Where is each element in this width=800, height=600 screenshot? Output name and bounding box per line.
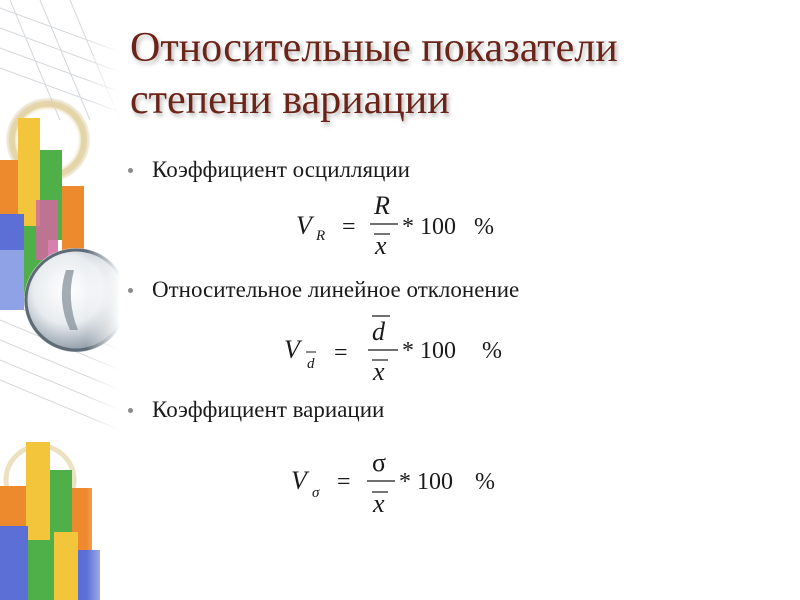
- formula-var: V: [291, 466, 307, 495]
- formula-numerator: R: [374, 191, 390, 220]
- bullet-variation: [128, 395, 384, 425]
- formula-percent: %: [482, 338, 502, 364]
- formula-multiplier: * 100: [402, 214, 456, 240]
- bullet-dot: [128, 408, 133, 413]
- formula-oscillation: [290, 190, 530, 260]
- formula-numerator: σ: [372, 448, 387, 477]
- title-line-2: степени вариации: [130, 77, 450, 123]
- bullet-oscillation: [128, 155, 410, 185]
- title-line-1: Относительные показатели: [130, 25, 618, 71]
- formula-var: V: [296, 211, 312, 240]
- decorative-chart-art: [0, 0, 120, 600]
- bullet-label: Коэффициент вариации: [152, 397, 385, 422]
- formula-subscript: d: [307, 356, 315, 372]
- formula-percent: %: [475, 469, 495, 495]
- formula-linear-deviation: [280, 310, 520, 385]
- formula-equals: =: [337, 469, 351, 495]
- formula-denominator: x: [375, 231, 387, 260]
- formula-subscript: σ: [312, 485, 320, 501]
- formula-equals: =: [334, 340, 348, 366]
- formula-numerator: d: [372, 317, 385, 346]
- formula-var: V: [284, 335, 300, 364]
- formula-multiplier: * 100: [402, 338, 456, 364]
- formula-equals: =: [342, 214, 356, 240]
- formula-percent: %: [474, 214, 494, 240]
- slide-title: [130, 22, 770, 126]
- bullet-label: Коэффициент осцилляции: [152, 157, 410, 182]
- bullet-label: Относительное линейное отклонение: [152, 277, 520, 302]
- bullet-dot: [128, 168, 133, 173]
- formula-subscript: R: [316, 228, 326, 244]
- formula-multiplier: * 100: [399, 469, 453, 495]
- formula-variation: [285, 445, 525, 520]
- bullet-linear-deviation: [128, 275, 519, 305]
- bullet-dot: [128, 288, 133, 293]
- formula-denominator: x: [373, 489, 385, 518]
- formula-denominator: x: [373, 357, 385, 385]
